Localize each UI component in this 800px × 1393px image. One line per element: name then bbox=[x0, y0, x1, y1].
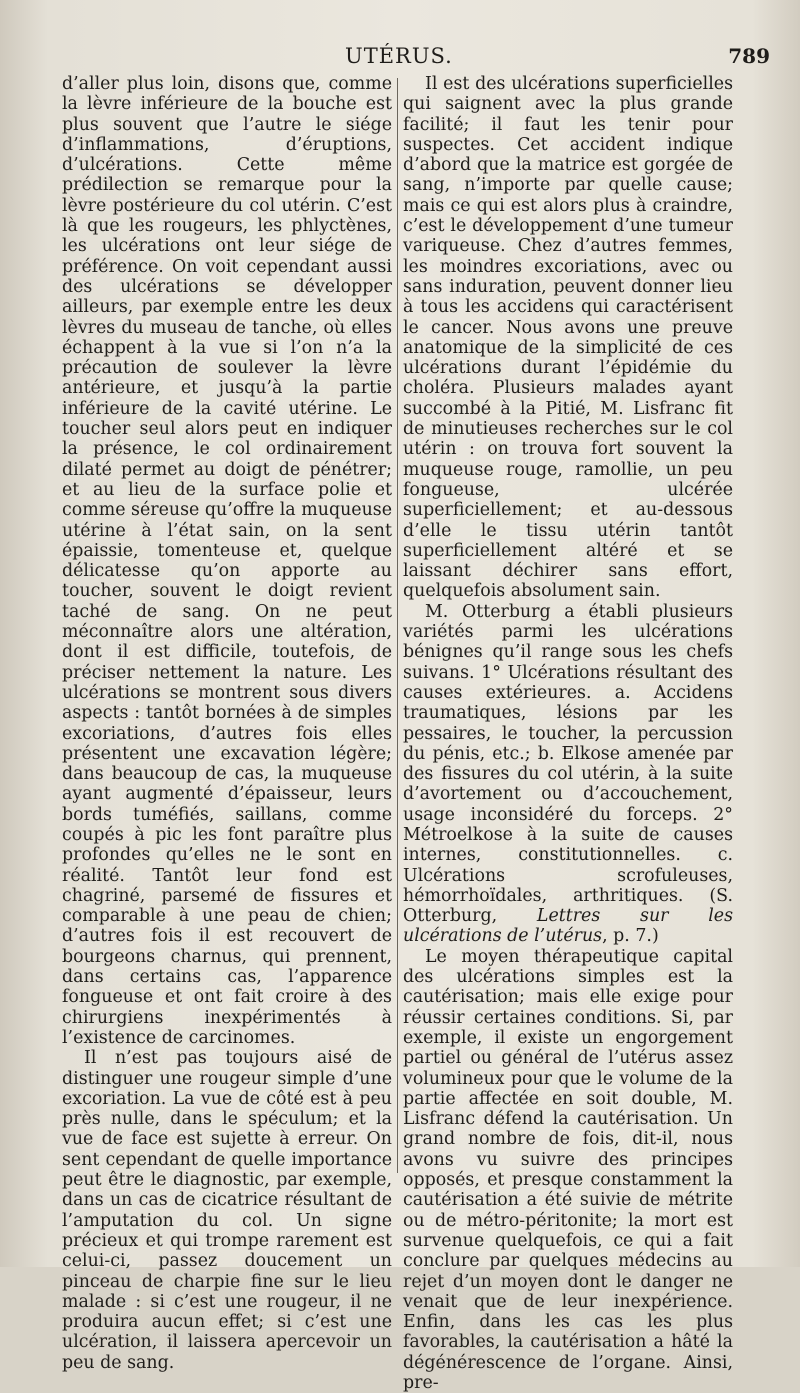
right-column bbox=[403, 74, 733, 1393]
running-head bbox=[0, 44, 800, 74]
page-number: 789 bbox=[728, 44, 770, 68]
paragraph: Le moyen thérapeutique capital des ulcérations simples est la cautérisation; mais elle exige pour réussir certaines conditions. Si, par exemple, il existe un engorgement partiel ou général de l’utérus assez volumineux pour que le volume de la partie affectée en soit double, M. Lisfranc défend la cautérisation. Un grand nombre de fois, dit-il, nous avons vu suivre des principes opposés, et presque constamment la cautérisation a été suivie de métrite ou de métro-péritonite; la mort est survenue quelquefois, ce qui a fait conclure par quelques médecins au rejet d’un moyen dont le danger ne venait que de leur inexpérience. Enfin, dans les cas les plus favorables, la cautérisation a hâté la dégénérescence de l’organe. Ainsi, pre- bbox=[403, 946, 733, 1393]
paragraph: Il est des ulcérations superficielles qui saignent avec la plus grande facilité; il faut les tenir pour suspectes. Cet accident indique d’abord que la matrice est gorgée de sang, n’importe par quelle cause; mais ce qui est alors plus à craindre, c’est le développement d’une tumeur variqueuse. Chez d’autres femmes, les moindres excoriations, avec ou sans induration, peuvent donner lieu à tous les accidens qui caractérisent le cancer. Nous avons une preuve anatomique de la simplicité de ces ulcérations durant l’épidémie du choléra. Plusieurs malades ayant succombé à la Pitié, M. Lisfranc fit de minutieuses recherches sur le col utérin : on trouva fort souvent la muqueuse rouge, ramollie, un peu fongueuse, ulcérée superficiellement; et au-dessous d’elle le tissu utérin tantôt superficiellement altéré et se laissant déchirer sans effort, quelquefois absolument sain. bbox=[403, 74, 733, 602]
paragraph bbox=[403, 602, 733, 947]
cited-work-title: Lettres sur les ulcérations de l’utérus bbox=[403, 906, 733, 947]
column-divider bbox=[397, 78, 398, 1173]
left-column bbox=[62, 74, 392, 1373]
paragraph: d’aller plus loin, disons que, comme la lèvre inférieure de la bouche est plus souvent que l’autre le siége d’inflammations, d’éruptions, d’ulcérations. Cette même prédilection se remarque pour la lèvre postérieure du col utérin. C’est là que les rougeurs, les phlyctènes, les ulcérations ont leur siége de préférence. On voit cependant aussi des ulcérations se développer ailleurs, par exemple entre les deux lèvres du museau de tanche, où elles échappent à la vue si l’on n’a la précaution de soulever la lèvre antérieure, et jusqu’à la partie inférieure de la cavité utérine. Le toucher seul alors peut en indiquer la présence, le col ordinairement dilaté permet au doigt de pénétrer; et au lieu de la surface polie et comme séreuse qu’offre la muqueuse utérine à l’état sain, on la sent épaissie, tomenteuse et, quelque délicatesse qu’on apporte au toucher, souvent le doigt revient taché de sang. On ne peut méconnaître alors une altération, dont il est difficile, toutefois, de préciser nettement la nature. Les ulcérations se montrent sous divers aspects : tantôt bornées à de simples excoriations, d’autres fois elles présentent une excavation légère; dans beaucoup de cas, la muqueuse ayant augmenté d’épaisseur, leurs bords tuméfiés, saillans, comme coupés à pic les font paraître plus profondes qu’elles ne le sont en réalité. Tantôt leur fond est chagriné, parsemé de fissures et comparable à une peau de chien; d’autres fois il est recouvert de bourgeons charnus, qui prennent, dans certains cas, l’apparence fongueuse et ont fait croire à des chirurgiens inexpérimentés à l’existence de carcinomes. bbox=[62, 74, 392, 1048]
citation-page: , p. 7.) bbox=[602, 926, 659, 947]
paragraph-text: M. Otterburg a établi plusieurs variétés parmi les ulcérations bénignes qu’il range sous les chefs suivans. 1° Ulcérations résultant des causes extérieures. a. Accidens traumatiques, lésions par les pessaires, le toucher, la percussion du pénis, etc.; b. Elkose amenée par des fissures du col utérin, à la suite d’avortement ou d’accouchement, usage inconsidéré du forceps. 2° Métroelkose à la suite de causes internes, constitutionnelles. c. Ulcérations scrofuleuses, hémorrhoïdales, arthritiques. (S. Otterburg, bbox=[403, 601, 733, 927]
paragraph: Il n’est pas toujours aisé de distinguer une rougeur simple d’une excoriation. La vue de côté est à peu près nulle, dans le spéculum; et la vue de face est sujette à erreur. On sent cependant de quelle importance peut être le diagnostic, par exemple, dans un cas de cicatrice résultant de l’amputation du col. Un signe précieux et qui trompe rarement est celui-ci, passez doucement un pinceau de charpie fine sur le lieu malade : si c’est une rougeur, il ne produira aucun effet; si c’est une ulcération, il laissera apercevoir un peu de sang. bbox=[62, 1048, 392, 1373]
running-title: UTÉRUS. bbox=[345, 44, 453, 68]
